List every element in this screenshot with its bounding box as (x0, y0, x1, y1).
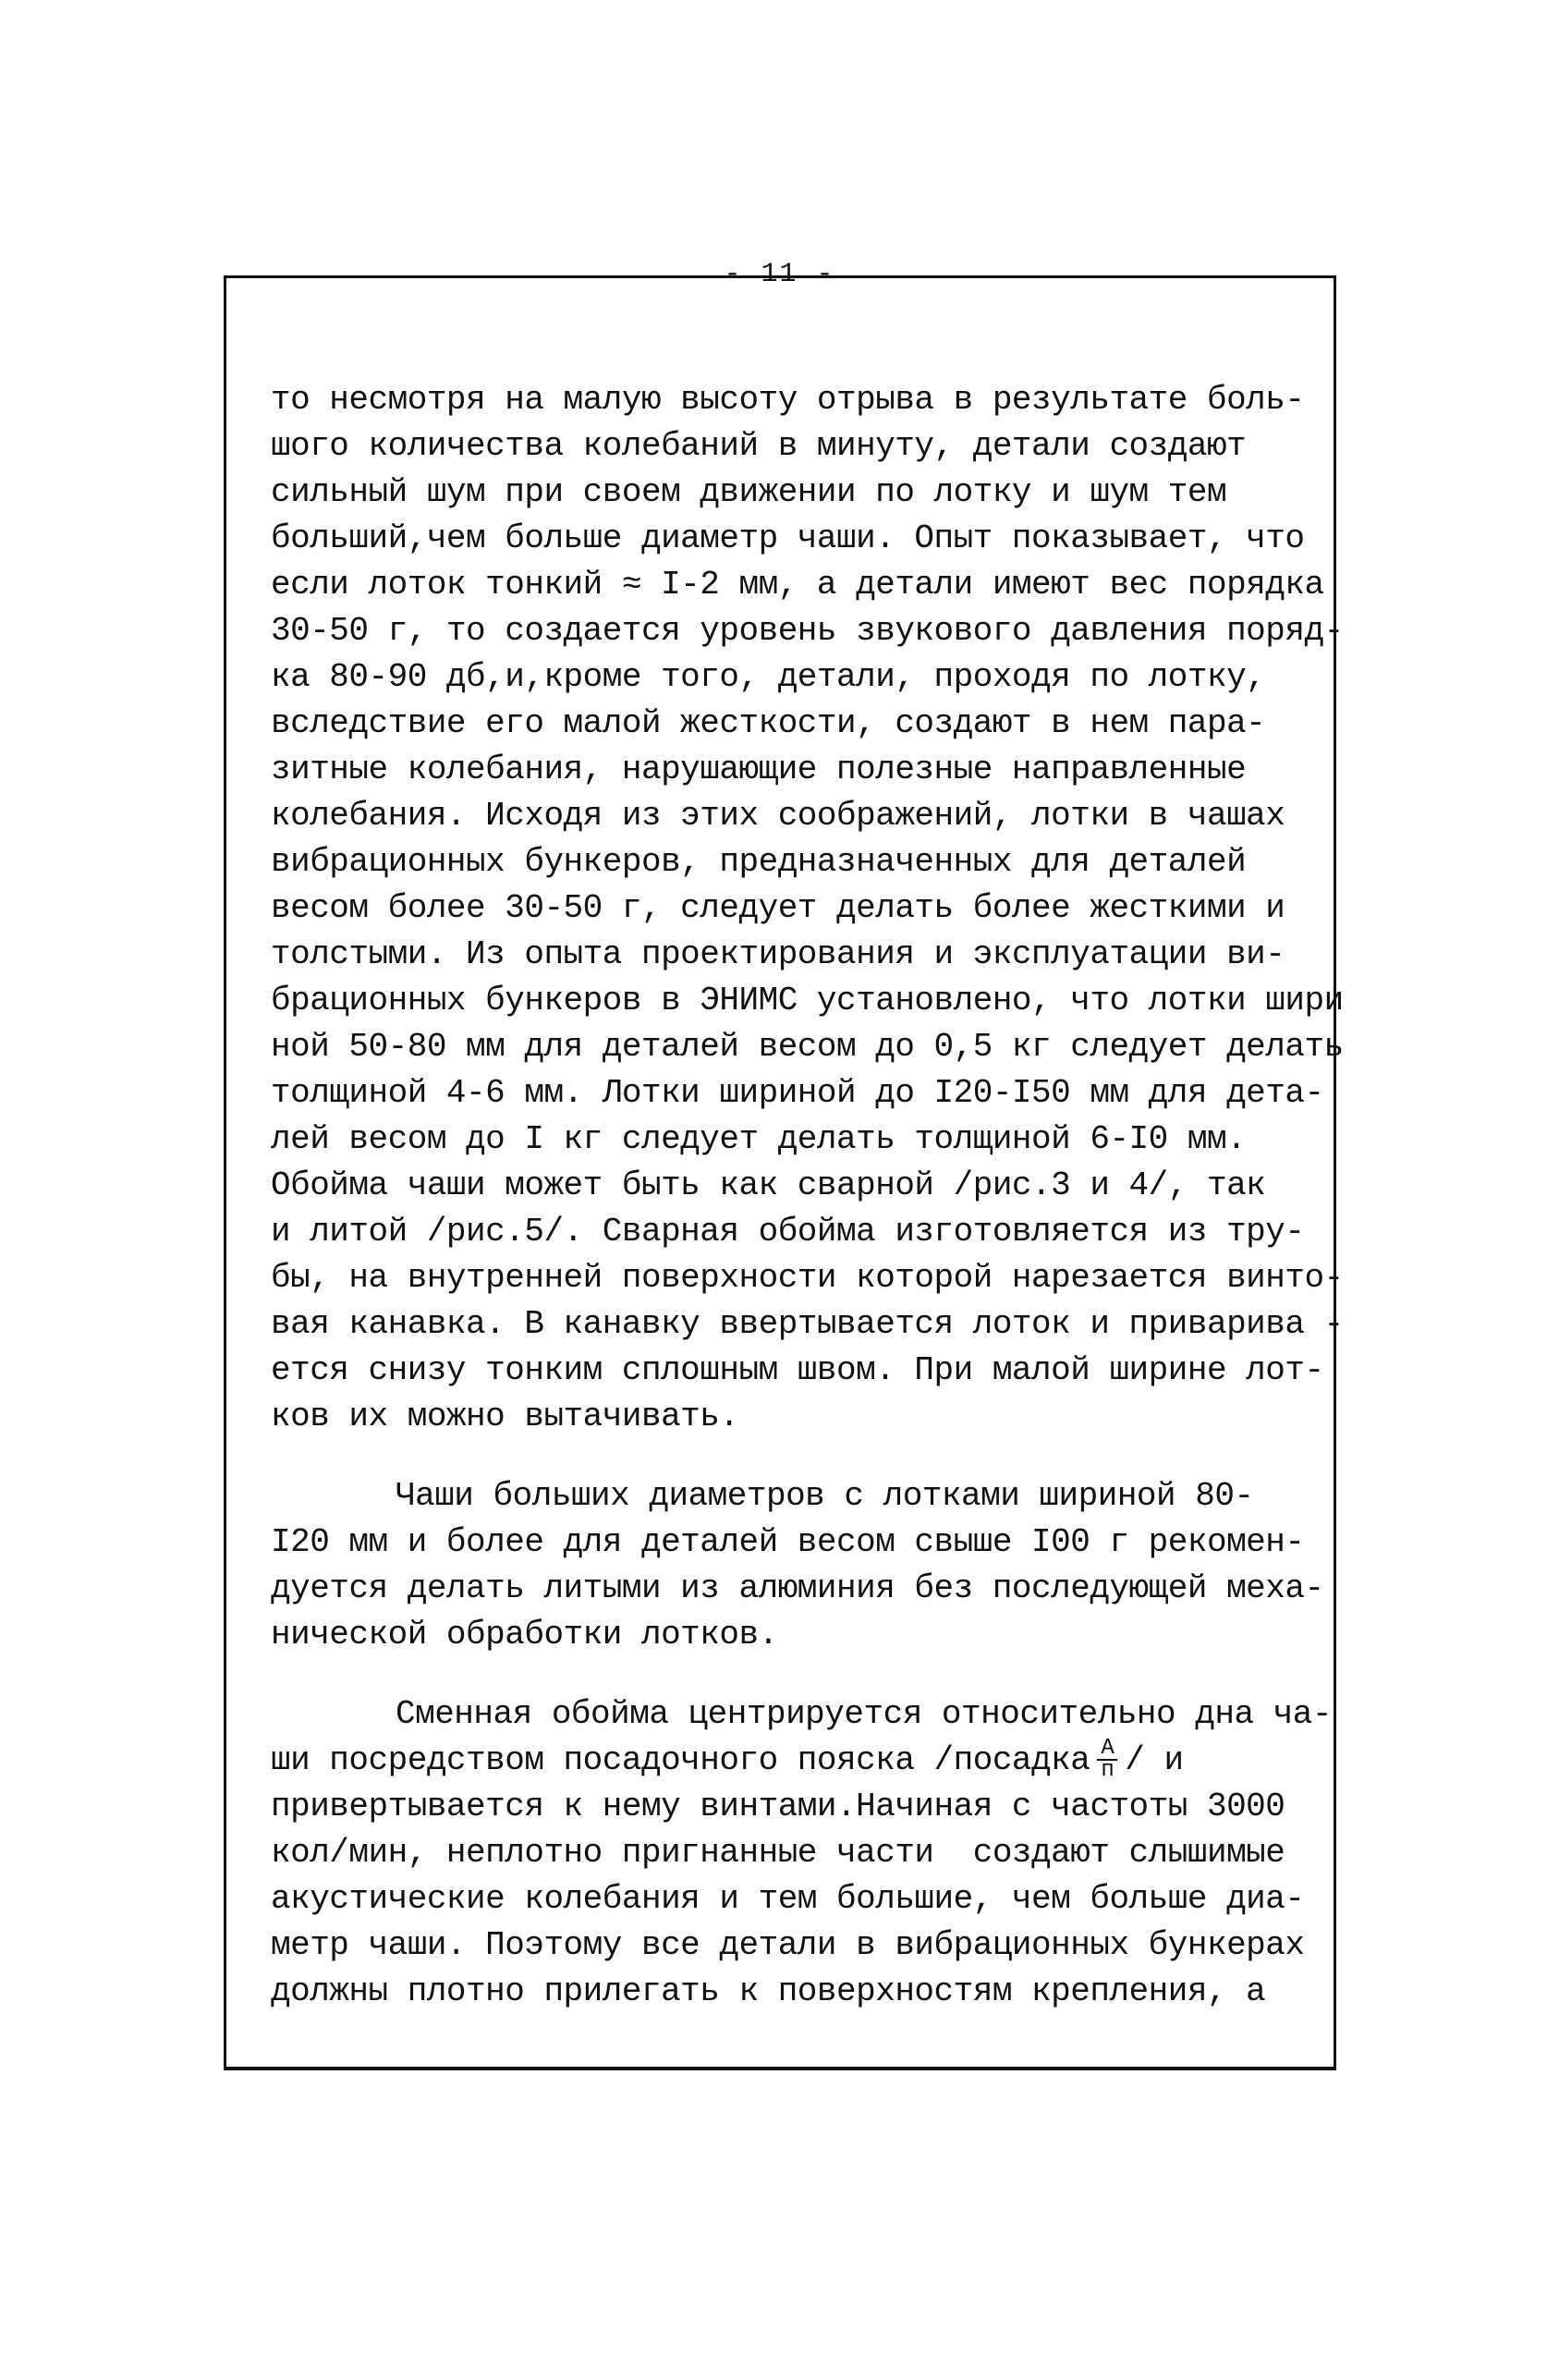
text-line: 30-50 г, то создается уровень звукового давления поряд- (271, 612, 1344, 650)
text-line: акустические колебания и тем большие, чем больше диа- (271, 1880, 1305, 1918)
text-line: Сменная обойма центрируется относительно дна ча- (396, 1695, 1332, 1733)
page-number-text: - 11 - (714, 259, 844, 290)
paragraph-3 (271, 1691, 1332, 2015)
text-line: привертывается к нему винтами.Начиная с частоты 3000 (271, 1788, 1285, 1825)
text-line: брационных бункеров в ЭНИМС установлено, что лотки шири (271, 982, 1344, 1019)
text-line: ется снизу тонким сплошным швом. При малой ширине лот- (271, 1351, 1324, 1389)
text-line: метр чаши. Поэтому все детали в вибрационных бункерах (271, 1926, 1305, 1964)
fit-denominator: п (1101, 1758, 1114, 1784)
paragraph-2 (271, 1473, 1324, 1658)
text-line: вибрационных бункеров, предназначенных для деталей (271, 843, 1247, 881)
paragraph-gap (271, 1658, 1320, 1691)
text-line: ной 50-80 мм для деталей весом до 0,5 кг следует делать (271, 1028, 1344, 1066)
text-line: Обойма чаши может быть как сварной /рис.3 и 4/, так (271, 1166, 1266, 1204)
text-line: ков их можно вытачивать. (271, 1397, 739, 1435)
text-line-end: / и (1125, 1741, 1184, 1779)
text-line: и литой /рис.5/. Сварная обойма изготовляется из тру- (271, 1213, 1305, 1251)
text-line: весом более 30-50 г, следует делать более жесткими и (271, 889, 1285, 927)
text-line: ка 80-90 дб,и,кроме того, детали, проходя по лотку, (271, 658, 1266, 696)
text-line: толстыми. Из опыта проектирования и эксплуатации ви- (271, 935, 1285, 973)
text-line: толщиной 4-6 мм. Лотки шириной до I20-I50 мм для дета- (271, 1074, 1324, 1112)
paragraph-1 (271, 377, 1344, 1440)
text-line: лей весом до I кг следует делать толщиной 6-I0 мм. (271, 1120, 1247, 1158)
text-line: сильный шум при своем движении по лотку и шум тем (271, 473, 1227, 511)
document-body (271, 377, 1344, 2015)
text-line-start: ши посредством посадочного пояска /посадка (271, 1741, 1090, 1779)
text-line: нической обработки лотков. (271, 1616, 778, 1654)
fit-fraction (1097, 1736, 1117, 1784)
text-line: колебания. Исходя из этих соображений, лотки в чашах (271, 797, 1285, 835)
text-line: кол/мин, неплотно пригнанные части создают слышимые (271, 1834, 1285, 1872)
text-line: I20 мм и более для деталей весом свыше I00 г рекомен- (271, 1523, 1305, 1561)
text-line: Чаши больших диаметров с лотками шириной 80- (396, 1477, 1254, 1515)
text-line-with-fit (271, 1738, 1320, 1784)
text-line: если лоток тонкий ≈ I-2 мм, а детали имеют вес порядка (271, 566, 1324, 604)
text-line: бы, на внутренней поверхности которой нарезается винто- (271, 1259, 1344, 1297)
text-line: вследствие его малой жесткости, создают в нем пара- (271, 704, 1266, 742)
text-line: больший,чем больше диаметр чаши. Опыт показывает, что (271, 519, 1305, 557)
fit-numerator: A (1097, 1739, 1117, 1761)
text-line: зитные колебания, нарушающие полезные направленные (271, 751, 1247, 788)
paragraph-gap (271, 1440, 1320, 1473)
text-line: вая канавка. В канавку ввертывается лоток и приварива - (271, 1305, 1344, 1343)
text-line: должны плотно прилегать к поверхностям крепления, а (271, 1972, 1266, 2010)
text-line: шого количества колебаний в минуту, детали создают (271, 427, 1247, 465)
text-line: то несмотря на малую высоту отрыва в результате боль- (271, 381, 1305, 419)
text-line: дуется делать литыми из алюминия без последующей меха- (271, 1569, 1324, 1607)
